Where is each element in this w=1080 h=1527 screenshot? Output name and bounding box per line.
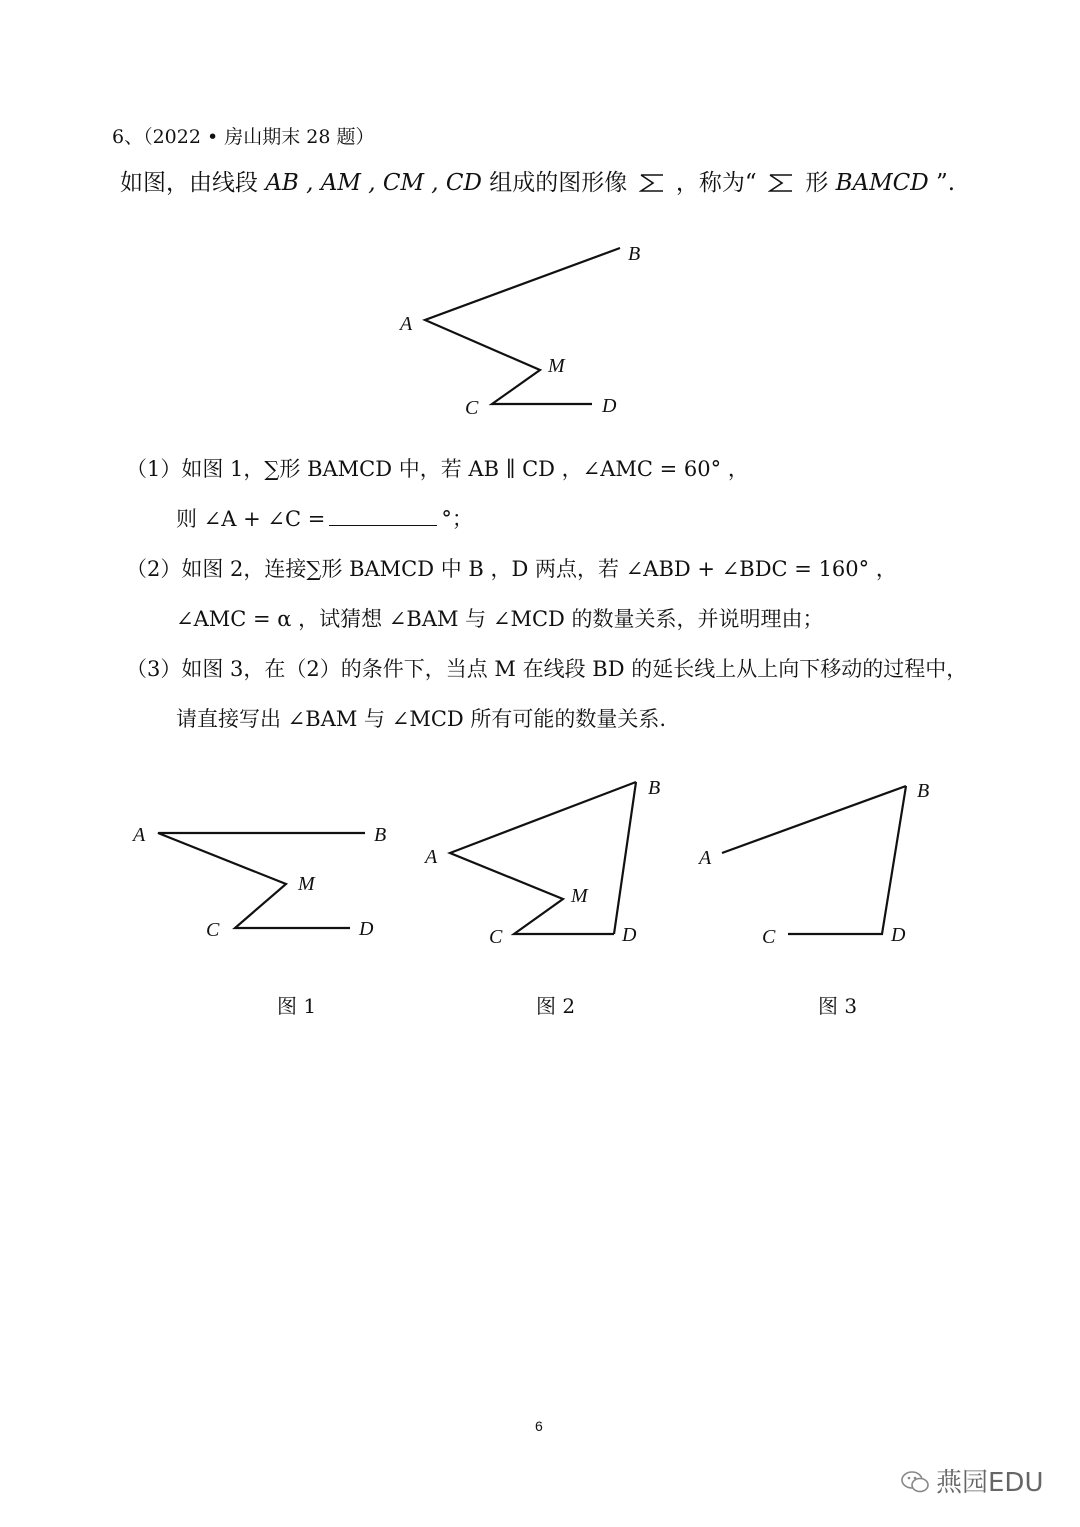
fig1-label-m: M xyxy=(298,873,315,895)
main-figure xyxy=(425,248,620,404)
fig3-label-a: A xyxy=(699,847,712,869)
main-label-a: A xyxy=(400,313,413,335)
figure-3 xyxy=(722,786,906,934)
fig3-label-c: C xyxy=(762,926,776,948)
intro-text-2: 组成的图形像 xyxy=(489,170,628,196)
fig3-label-d: D xyxy=(891,924,906,946)
answer-blank xyxy=(329,505,437,526)
fig2-label-b: B xyxy=(648,777,661,799)
page-number: 6 xyxy=(535,1418,543,1434)
fig1-label-b: B xyxy=(374,824,387,846)
intro-text-1: 如图，由线段 xyxy=(120,170,258,196)
figure-2-caption: 图 2 xyxy=(536,994,576,1018)
intro-name: BAMCD xyxy=(835,170,929,196)
question-1-expr: 则 ∠A + ∠C = xyxy=(176,507,326,531)
figure-3-caption: 图 3 xyxy=(818,994,858,1018)
fig2-label-m: M xyxy=(571,885,588,907)
wechat-icon xyxy=(900,1469,930,1495)
fig2-label-c: C xyxy=(489,926,503,948)
watermark xyxy=(900,1462,1043,1499)
main-label-d: D xyxy=(602,395,617,417)
intro-text-5: ”. xyxy=(936,170,956,196)
intro-segments: AB , AM , CM , CD xyxy=(265,170,482,196)
question-3-line-1: （3）如图 3，在（2）的条件下，当点 M 在线段 BD 的延长线上从上向下移动的过程中， xyxy=(126,657,968,681)
figure-2 xyxy=(450,782,636,934)
intro-text-3: ，称为“ xyxy=(675,170,757,196)
question-2-line-2: ∠AMC = α ，试猜想 ∠BAM 与 ∠MCD 的数量关系，并说明理由； xyxy=(176,607,824,631)
fig1-label-d: D xyxy=(359,918,374,940)
fig3-label-b: B xyxy=(917,780,930,802)
question-1-line-2 xyxy=(176,503,473,533)
fig1-label-c: C xyxy=(206,919,220,941)
fig2-label-a: A xyxy=(425,846,438,868)
fig2-label-d: D xyxy=(622,924,637,946)
question-1-line-1: （1）如图 1，∑形 BAMCD 中，若 AB ∥ CD ，∠AMC = 60° ， xyxy=(126,457,749,481)
fig1-label-a: A xyxy=(133,824,146,846)
main-label-c: C xyxy=(465,397,479,419)
intro-text-4: 形 xyxy=(805,170,829,196)
problem-header: 6、（2022 • 房山期末 28 题） xyxy=(112,126,375,148)
watermark-text: 燕园EDU xyxy=(936,1468,1044,1498)
main-label-m: M xyxy=(548,355,565,377)
question-1-unit: °； xyxy=(441,507,473,531)
question-3-line-2: 请直接写出 ∠BAM 与 ∠MCD 所有可能的数量关系. xyxy=(176,707,667,731)
figure-1 xyxy=(158,833,365,928)
figure-1-caption: 图 1 xyxy=(277,994,317,1018)
question-2-line-1: （2）如图 2，连接∑形 BAMCD 中 B ，D 两点，若 ∠ABD + ∠BDC = 160° ， xyxy=(126,557,897,581)
main-label-b: B xyxy=(628,243,641,265)
